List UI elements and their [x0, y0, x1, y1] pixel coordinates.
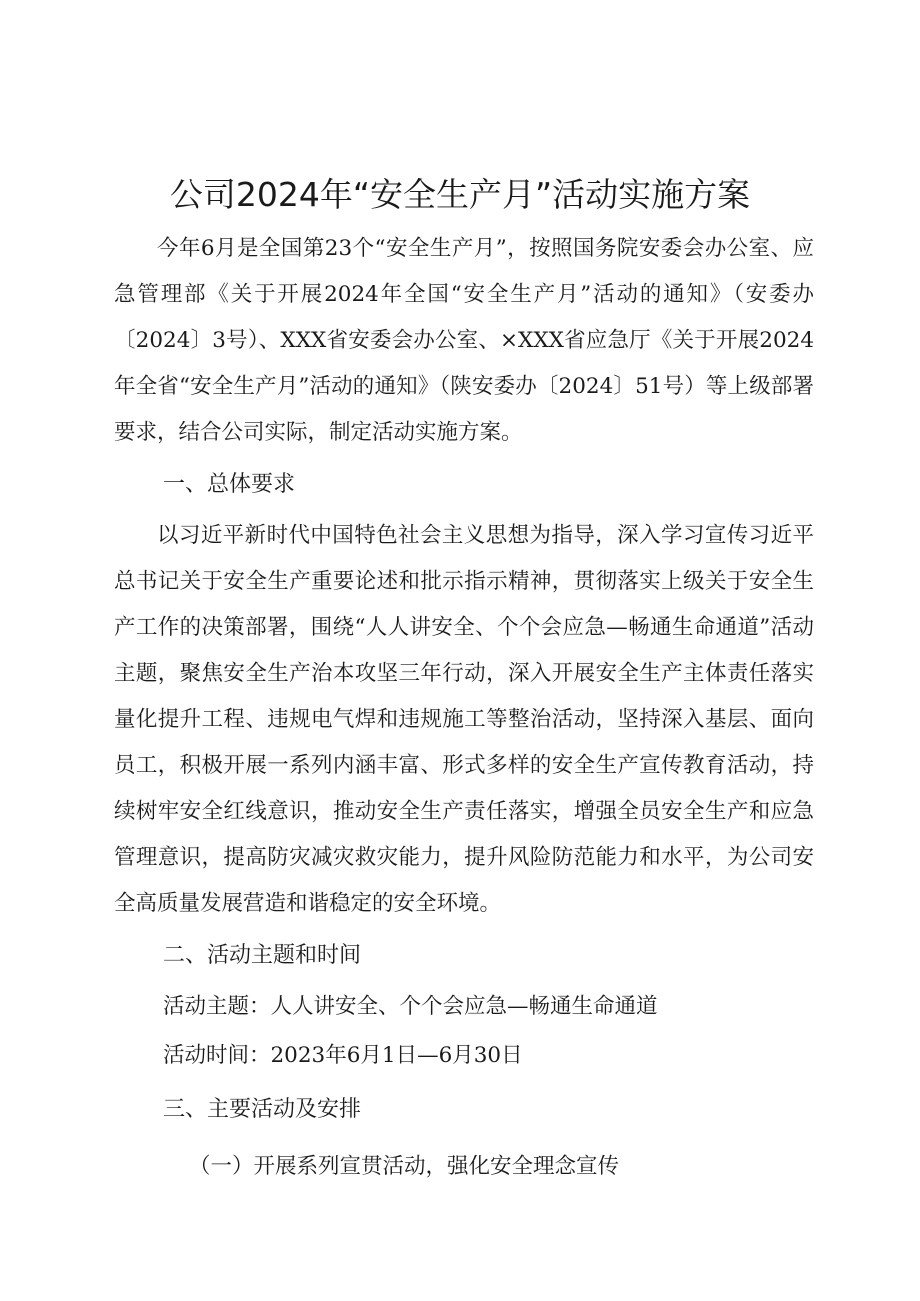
document-title: 公司2024年“安全生产月”活动实施方案: [169, 175, 751, 214]
document-body: [114, 226, 814, 1196]
activity-time-line: 活动时间：2023年6月1日—6月30日: [163, 1043, 523, 1068]
activity-theme-line: 活动主题：人人讲安全、个个会应急—畅通生命通道: [163, 994, 658, 1019]
subsection-heading-publicity: （一）开展系列宣贯活动，强化安全理念宣传: [189, 1154, 620, 1179]
intro-paragraph: 今年6月是全国第23个“安全生产月”，按照国务院安委会办公室、应急管理部《关于开展2024年全国“安全生产月”活动的通知》（安委办〔2024〕3号）、XXX省安委会办公室、×XXX省应急厅《关于开展2024年全省“安全生产月”活动的通知》（陕安委办〔2024〕51号）等上级部署要求，结合公司实际，制定活动实施方案。: [114, 236, 814, 445]
section-heading-general-requirements: 一、总体要求: [163, 472, 296, 497]
general-requirements-paragraph: 以习近平新时代中国特色社会主义思想为指导，深入学习宣传习近平总书记关于安全生产重要论述和批示指示精神，贯彻落实上级关于安全生产工作的决策部署，围绕“人人讲安全、个个会应急—畅通生命通道”活动主题，聚焦安全生产治本攻坚三年行动，深入开展安全生产主体责任落实量化提升工程、违规电气焊和违规施工等整治活动，坚持深入基层、面向员工，积极开展一系列内涵丰富、形式多样的安全生产宣传教育活动，持续树牢安全红线意识，推动安全生产责任落实，增强全员安全生产和应急管理意识，提高防灾减灾救灾能力，提升风险防范能力和水平，为公司安全高质量发展营造和谐稳定的安全环境。: [114, 523, 814, 916]
section-heading-theme-and-time: 二、活动主题和时间: [163, 943, 362, 968]
section-heading-main-activities: 三、主要活动及安排: [163, 1097, 362, 1122]
